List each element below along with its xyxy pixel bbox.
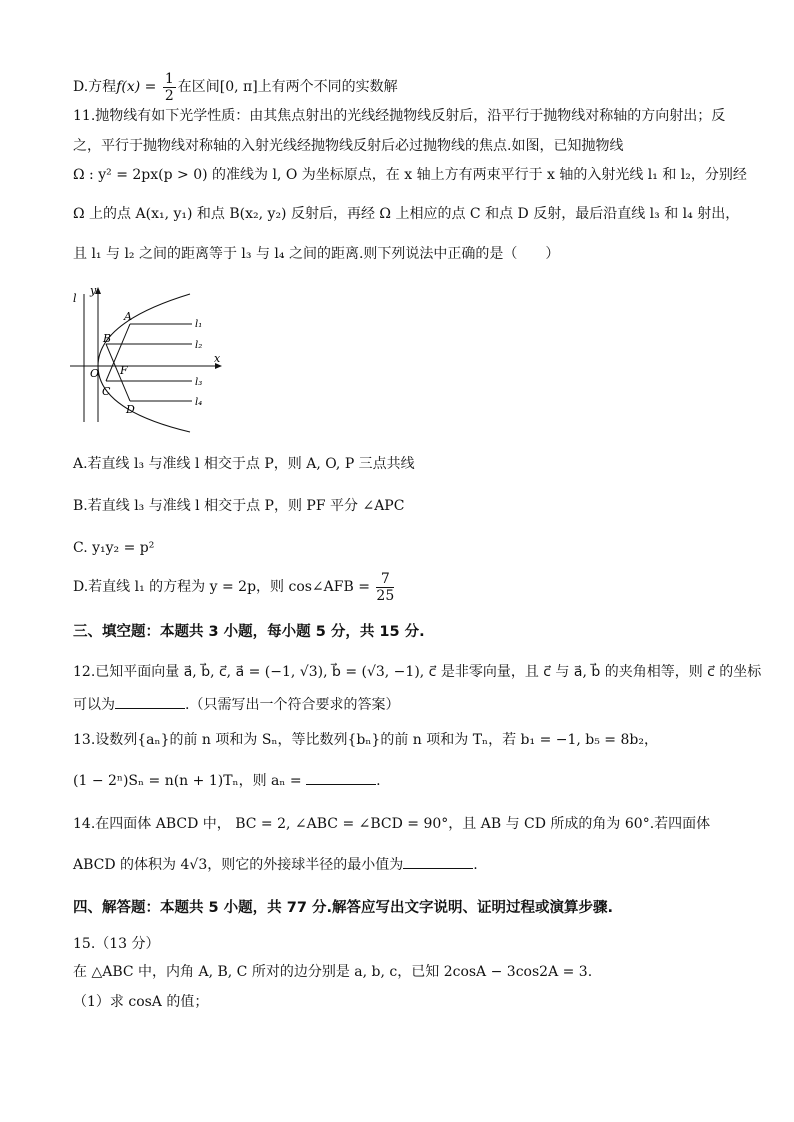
label-f: F — [120, 364, 128, 377]
label-o: O — [90, 367, 100, 380]
q10-optd-suffix: 在区间[0, π]上有两个不同的实数解 — [177, 79, 398, 95]
label-a: A — [124, 310, 132, 323]
q13-line2 — [73, 770, 734, 791]
label-l3: l₃ — [195, 377, 203, 388]
frac-numerator: 7 — [376, 571, 394, 588]
label-x: x — [214, 352, 221, 365]
q11-optd-fraction — [376, 571, 394, 604]
frac-numerator: 1 — [164, 70, 174, 87]
q13-line2-suffix: . — [376, 773, 381, 789]
label-b: B — [103, 332, 112, 345]
q12-line2-suffix: .（只需写出一个符合要求的答案） — [185, 697, 400, 713]
label-c: C — [102, 385, 111, 398]
q14-line2-suffix: . — [473, 857, 478, 873]
section-4-heading: 四、解答题：本题共 5 小题，共 77 分.解答应写出文字说明、证明过程或演算步骤. — [73, 900, 613, 916]
q11-option-c: C. y₁y₂ = p² — [73, 540, 155, 556]
label-d: D — [126, 403, 135, 416]
q11-line1: 11.抛物线有如下光学性质：由其焦点射出的光线经抛物线反射后，沿平行于抛物线对称轴的方向射出；反 — [73, 108, 726, 124]
q10-option-d — [73, 70, 734, 104]
q12-line2-prefix: 可以为 — [73, 697, 115, 713]
section-3-heading: 三、填空题：本题共 3 小题，每小题 5 分，共 15 分. — [73, 624, 425, 640]
label-y: y — [90, 284, 97, 297]
q14-line2-prefix: ABCD 的体积为 4√3，则它的外接球半径的最小值为 — [73, 857, 404, 873]
q11-line4: Ω 上的点 A(x₁, y₁) 和点 B(x₂, y₂) 反射后，再经 Ω 上相应的点 C 和点 D 反射，最后沿直线 l₃ 和 l₄ 射出， — [73, 206, 740, 222]
label-l1: l₁ — [195, 319, 203, 330]
q10-optd-fraction — [163, 71, 176, 104]
q11-option-a: A.若直线 l₃ 与准线 l 相交于点 P，则 A, O, P 三点共线 — [73, 456, 415, 472]
q14-line1: 14.在四面体 ABCD 中， BC = 2, ∠ABC = ∠BCD = 90°，且 AB 与 CD 所成的角为 60°.若四面体 — [73, 816, 711, 832]
answer-blank — [403, 854, 473, 869]
q11-line5: 且 l₁ 与 l₂ 之间的距离等于 l₃ 与 l₄ 之间的距离.则下列说法中正确的是（ ） — [73, 246, 560, 262]
label-l2: l₂ — [195, 340, 203, 351]
answer-blank — [115, 694, 185, 709]
q11-line2: 之，平行于抛物线对称轴的入射光线经抛物线反射后必过抛物线的焦点.如图，已知抛物线 — [73, 138, 624, 154]
q15-header: 15.（13 分） — [73, 936, 160, 952]
q11-option-d — [73, 570, 734, 604]
q13-line1: 13.设数列{aₙ}的前 n 项和为 Sₙ，等比数列{bₙ}的前 n 项和为 Tₙ，若 b₁ = −1, b₅ = 8b₂， — [73, 732, 658, 748]
label-l4: l₄ — [195, 397, 203, 408]
q11-optd-prefix: D.若直线 l₁ 的方程为 y = 2p，则 cos∠AFB = — [73, 579, 375, 595]
q14-line2 — [73, 854, 734, 875]
q15-line1: 在 △ABC 中，内角 A, B, C 所对的边分别是 a, b, c，已知 2cosA − 3cos2A = 3. — [73, 964, 593, 980]
label-l: l — [73, 292, 77, 305]
frac-denominator: 25 — [376, 587, 395, 604]
q13-line2-prefix: (1 − 2ⁿ)Sₙ = n(n + 1)Tₙ，则 aₙ = — [73, 773, 307, 789]
q11-option-b: B.若直线 l₃ 与准线 l 相交于点 P，则 PF 平分 ∠APC — [73, 498, 405, 514]
q10-optd-func: f(x) = — [116, 79, 161, 95]
parabola-figure — [70, 282, 230, 437]
q12-line1: 12.已知平面向量 a⃗, b⃗, c⃗, a⃗ = (−1, √3), b⃗ = (√3, −1), c⃗ 是非零向量，且 c⃗ 与 a⃗, b⃗ 的夹角相等，则 c⃗ 的坐标 — [73, 664, 762, 680]
parabola-curve — [98, 294, 190, 432]
frac-denominator: 2 — [164, 87, 174, 104]
q15-part1: （1）求 cosA 的值； — [73, 994, 209, 1010]
q10-optd-prefix: D.方程 — [73, 79, 117, 95]
answer-blank — [306, 770, 376, 785]
q12-line2 — [73, 694, 734, 715]
q11-line3: Ω : y² = 2px(p > 0) 的准线为 l, O 为坐标原点，在 x 轴上方有两束平行于 x 轴的入射光线 l₁ 和 l₂，分别经 — [73, 167, 747, 183]
